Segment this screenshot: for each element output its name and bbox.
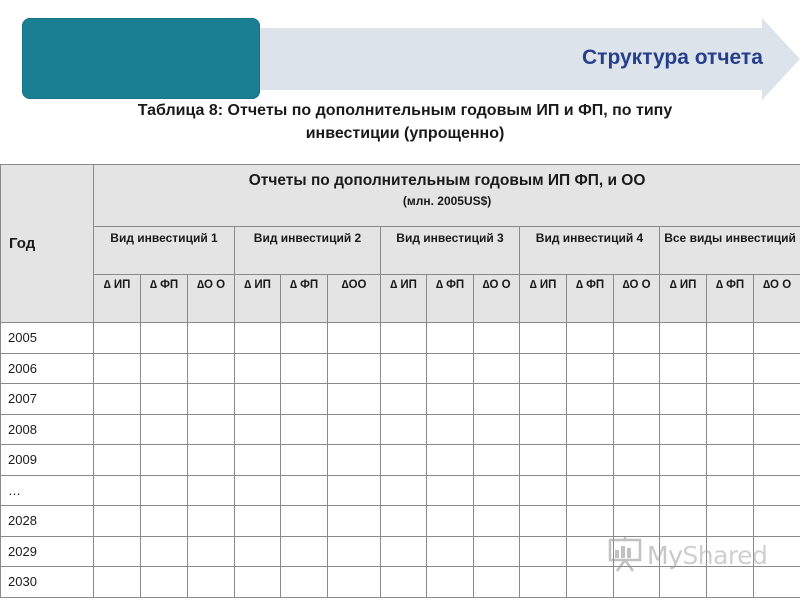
column-header: ∆ ИП <box>660 275 707 323</box>
data-cell <box>754 414 800 445</box>
data-cell <box>754 475 800 506</box>
data-cell <box>474 567 520 598</box>
data-cell <box>141 506 188 537</box>
data-cell <box>707 506 754 537</box>
data-cell <box>520 445 567 476</box>
data-cell <box>328 353 381 384</box>
column-header: ∆ ИП <box>235 275 281 323</box>
data-cell <box>427 445 474 476</box>
data-cell <box>707 445 754 476</box>
data-cell <box>707 323 754 354</box>
column-header: ∆О О <box>754 275 800 323</box>
data-cell <box>614 445 660 476</box>
column-header: ∆ОО <box>328 275 381 323</box>
data-cell <box>188 414 235 445</box>
data-cell <box>381 445 427 476</box>
data-cell <box>427 475 474 506</box>
year-cell: 2005 <box>1 323 94 354</box>
data-cell <box>474 475 520 506</box>
data-cell <box>281 384 328 415</box>
data-cell <box>328 384 381 415</box>
data-cell <box>427 384 474 415</box>
data-cell <box>188 567 235 598</box>
data-cell <box>567 506 614 537</box>
data-cell <box>660 445 707 476</box>
column-header-row <box>1 275 800 323</box>
data-cell <box>381 506 427 537</box>
data-cell <box>94 567 141 598</box>
data-cell <box>235 567 281 598</box>
data-cell <box>520 414 567 445</box>
data-cell <box>427 506 474 537</box>
table-row <box>1 506 800 537</box>
data-cell <box>474 414 520 445</box>
data-cell <box>188 384 235 415</box>
column-header: ∆ ФП <box>707 275 754 323</box>
data-cell <box>235 445 281 476</box>
data-cell <box>281 536 328 567</box>
year-cell: 2028 <box>1 506 94 537</box>
data-cell <box>94 414 141 445</box>
main-header <box>94 165 800 227</box>
data-cell <box>94 536 141 567</box>
column-header: ∆ ФП <box>281 275 328 323</box>
data-cell <box>94 323 141 354</box>
data-cell <box>520 353 567 384</box>
main-header-unit: (млн. 2005US$) <box>402 194 492 208</box>
table-row <box>1 323 800 354</box>
data-cell <box>660 475 707 506</box>
data-cell <box>381 414 427 445</box>
data-cell <box>328 414 381 445</box>
data-cell <box>520 567 567 598</box>
data-cell <box>94 384 141 415</box>
data-cell <box>614 353 660 384</box>
caption-line-1: Таблица 8: Отчеты по дополнительным годовым ИП и ФП, по типу <box>137 102 673 119</box>
group-header-1: Вид инвестиций 1 <box>94 227 235 275</box>
data-cell <box>328 475 381 506</box>
data-cell <box>474 323 520 354</box>
column-header: ∆О О <box>188 275 235 323</box>
data-cell <box>94 506 141 537</box>
data-cell <box>707 414 754 445</box>
data-cell <box>141 445 188 476</box>
data-cell <box>141 414 188 445</box>
data-cell <box>281 567 328 598</box>
column-header: ∆О О <box>614 275 660 323</box>
data-cell <box>614 323 660 354</box>
data-cell <box>707 384 754 415</box>
data-cell <box>94 445 141 476</box>
data-cell <box>381 323 427 354</box>
data-cell <box>381 353 427 384</box>
data-cell <box>474 353 520 384</box>
data-cell <box>660 353 707 384</box>
column-header: ∆ ФП <box>567 275 614 323</box>
data-cell <box>520 323 567 354</box>
data-cell <box>474 445 520 476</box>
data-cell <box>281 506 328 537</box>
year-cell: 2008 <box>1 414 94 445</box>
data-cell <box>235 384 281 415</box>
year-cell: 2030 <box>1 567 94 598</box>
data-cell <box>188 506 235 537</box>
column-header: ∆ ИП <box>94 275 141 323</box>
table-row <box>1 414 800 445</box>
data-cell <box>94 353 141 384</box>
watermark-shared: Shared <box>682 541 768 570</box>
data-cell <box>188 323 235 354</box>
data-cell <box>281 475 328 506</box>
data-cell <box>141 384 188 415</box>
data-cell <box>188 536 235 567</box>
group-header-3: Вид инвестиций 3 <box>381 227 520 275</box>
data-cell <box>94 475 141 506</box>
data-cell <box>474 384 520 415</box>
page-title: Структура отчета <box>582 46 763 69</box>
data-cell <box>328 445 381 476</box>
data-cell <box>235 506 281 537</box>
column-header: ∆ ФП <box>141 275 188 323</box>
data-cell <box>328 567 381 598</box>
data-cell <box>520 475 567 506</box>
data-cell <box>754 353 800 384</box>
caption-line-2: инвестиции (упрощенно) <box>305 125 505 142</box>
year-cell: 2007 <box>1 384 94 415</box>
data-cell <box>235 536 281 567</box>
data-cell <box>567 384 614 415</box>
group-header-2: Вид инвестиций 2 <box>235 227 381 275</box>
header-accent-box <box>22 18 260 99</box>
data-cell <box>427 567 474 598</box>
data-cell <box>328 506 381 537</box>
data-cell <box>567 353 614 384</box>
report-table <box>0 164 800 598</box>
data-cell <box>281 445 328 476</box>
data-cell <box>567 323 614 354</box>
data-cell <box>660 384 707 415</box>
table-caption <box>40 99 770 145</box>
watermark <box>607 536 777 576</box>
column-header: ∆ ИП <box>381 275 427 323</box>
group-header-4: Вид инвестиций 4 <box>520 227 660 275</box>
data-cell <box>567 475 614 506</box>
data-cell <box>188 445 235 476</box>
data-cell <box>614 384 660 415</box>
data-cell <box>141 567 188 598</box>
data-cell <box>328 323 381 354</box>
data-cell <box>707 475 754 506</box>
data-cell <box>520 536 567 567</box>
table-row <box>1 445 800 476</box>
data-cell <box>754 384 800 415</box>
data-cell <box>754 323 800 354</box>
data-cell <box>754 506 800 537</box>
data-cell <box>235 475 281 506</box>
year-cell: 2029 <box>1 536 94 567</box>
data-cell <box>281 353 328 384</box>
data-cell <box>660 323 707 354</box>
presentation-icon <box>607 536 643 574</box>
data-cell <box>614 475 660 506</box>
data-cell <box>660 414 707 445</box>
data-cell <box>381 567 427 598</box>
group-header-row <box>1 227 800 275</box>
data-cell <box>188 475 235 506</box>
column-header: ∆ ФП <box>427 275 474 323</box>
data-cell <box>427 323 474 354</box>
data-cell <box>520 384 567 415</box>
year-cell: … <box>1 475 94 506</box>
data-cell <box>281 323 328 354</box>
year-cell: 2009 <box>1 445 94 476</box>
data-cell <box>427 353 474 384</box>
column-header: ∆О О <box>474 275 520 323</box>
data-cell <box>141 353 188 384</box>
main-header-title: Отчеты по дополнительным годовым ИП ФП, и ОО <box>248 172 646 189</box>
data-cell <box>474 536 520 567</box>
data-cell <box>614 414 660 445</box>
column-header: ∆ ИП <box>520 275 567 323</box>
data-cell <box>707 353 754 384</box>
data-cell <box>614 506 660 537</box>
data-cell <box>754 445 800 476</box>
watermark-text <box>647 541 767 570</box>
data-cell <box>567 414 614 445</box>
year-header: Год <box>1 165 94 323</box>
data-cell <box>427 536 474 567</box>
group-header-5: Все виды инвестиций <box>660 227 800 275</box>
data-cell <box>567 445 614 476</box>
data-cell <box>188 353 235 384</box>
watermark-my: My <box>647 541 683 570</box>
data-cell <box>381 475 427 506</box>
data-cell <box>235 414 281 445</box>
data-cell <box>235 323 281 354</box>
data-cell <box>381 384 427 415</box>
year-cell: 2006 <box>1 353 94 384</box>
table-row <box>1 475 800 506</box>
table-row <box>1 384 800 415</box>
data-cell <box>141 475 188 506</box>
data-cell <box>660 506 707 537</box>
data-cell <box>474 506 520 537</box>
data-cell <box>381 536 427 567</box>
data-cell <box>427 414 474 445</box>
table-row <box>1 353 800 384</box>
data-cell <box>141 536 188 567</box>
data-cell <box>235 353 281 384</box>
data-cell <box>520 506 567 537</box>
data-cell <box>141 323 188 354</box>
data-cell <box>328 536 381 567</box>
data-cell <box>281 414 328 445</box>
